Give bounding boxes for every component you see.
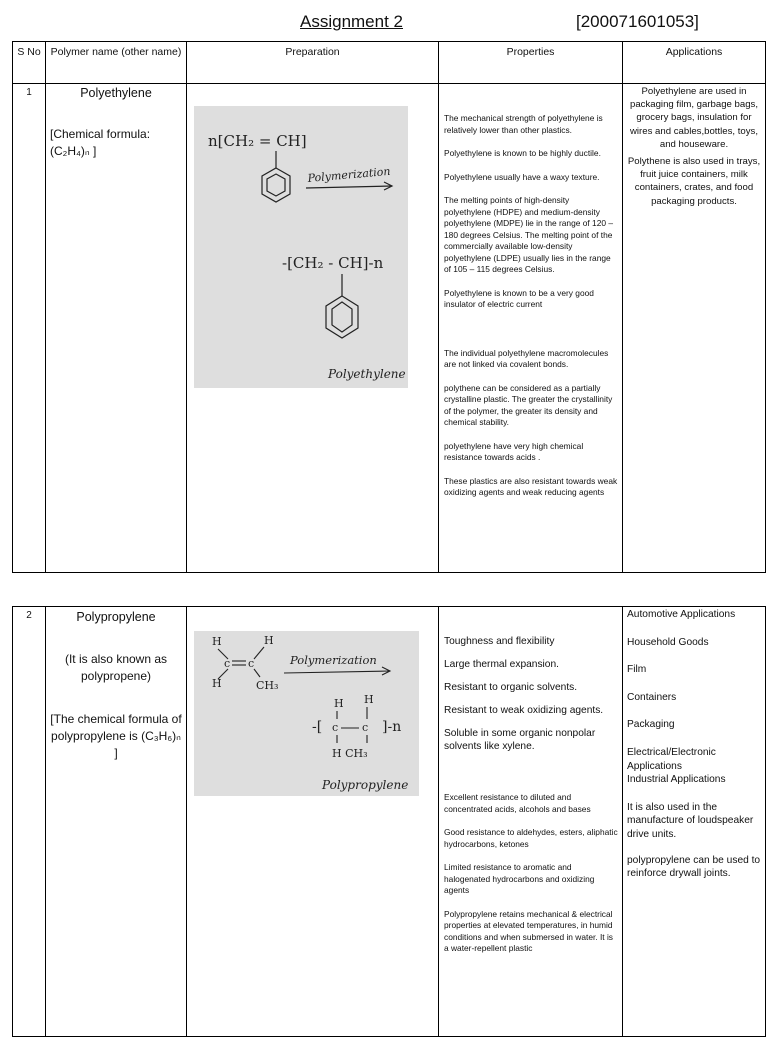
sketch-caption: Polyethylene bbox=[328, 367, 406, 381]
row1-property: The mechanical strength of polyethylene is relatively lower than other plastics. bbox=[444, 113, 603, 135]
row1-property: polythene can be considered as a partially crystalline plastic. The greater the crystallinity of the polymer, the greater its density and chemical stability. bbox=[444, 382, 613, 427]
col-header-prep: Preparation bbox=[187, 42, 439, 84]
row1-formula: [Chemical formula: (C₂H₄)ₙ ] bbox=[50, 127, 151, 158]
row1-property: The melting points of high-density polyethylene (HDPE) and medium-density polyethylene (MDPE) lie in the range of 120 – 180 degrees Celsius. The melting point of the commercially available low-density polyethylene (LDPE) usually lies in the range of 105 – 115 degrees Celsius. bbox=[444, 195, 613, 274]
table-header-row bbox=[13, 42, 766, 84]
svg-text:c: c bbox=[332, 721, 339, 734]
arrow-label-polymerization: Polymerization bbox=[307, 164, 391, 185]
polymer-table-1 bbox=[12, 41, 766, 573]
row1-property: Polyethylene usually have a waxy texture. bbox=[444, 171, 600, 182]
row2-props-cell bbox=[439, 607, 623, 1037]
polymer-ch3: H CH₃ bbox=[332, 747, 368, 760]
row2-application: Industrial Applications bbox=[627, 774, 726, 786]
svg-text:c: c bbox=[224, 657, 231, 670]
row1-property: These plastics are also resistant towards weak oxidizing agents and weak reducing agents bbox=[444, 475, 618, 497]
row2-property: Soluble in some organic nonpolar solvents like xylene. bbox=[444, 728, 596, 752]
col-header-sno: S No bbox=[13, 42, 46, 84]
table-row bbox=[13, 607, 766, 1037]
row1-application: Polyethylene are used in packaging film, garbage bags, grocery bags, insulation for wires and cables,bottles, toys, and houseware. bbox=[630, 86, 758, 150]
row2-property: Good resistance to aldehydes, esters, aliphatic hydrocarbons, ketones bbox=[444, 827, 618, 849]
polymer-table-2 bbox=[12, 606, 766, 1037]
row2-property: Large thermal expansion. bbox=[444, 659, 559, 670]
assignment-title: Assignment 2 bbox=[300, 12, 403, 31]
row2-property: Resistant to organic solvents. bbox=[444, 682, 578, 693]
col-header-name: Polymer name (other name) bbox=[46, 42, 187, 84]
row1-application: Polythene is also used in trays, fruit juice containers, milk containers, crates, and food packaging products. bbox=[627, 156, 761, 207]
row2-property: Excellent resistance to diluted and concentrated acids, alcohols and bases bbox=[444, 792, 591, 814]
row1-polymer-name: Polyethylene bbox=[80, 86, 152, 100]
row1-property: Polyethylene is known to be highly ductile. bbox=[444, 148, 601, 158]
row2-prep-cell bbox=[187, 607, 439, 1037]
svg-text:H: H bbox=[212, 635, 222, 648]
row2-property: Polypropylene retains mechanical & electrical properties at elevated temperatures, in humid conditions and when submersed in water. It is a water-repellent plastic bbox=[444, 908, 613, 953]
row2-property: Limited resistance to aromatic and halogenated hydrocarbons and oxidizing agents bbox=[444, 862, 595, 895]
svg-text:]-n: ]-n bbox=[382, 719, 402, 735]
row2-sno: 2 bbox=[13, 607, 46, 1037]
col-header-props: Properties bbox=[439, 42, 623, 84]
student-id: [200071601053] bbox=[576, 12, 699, 31]
row2-formula: [The chemical formula of polypropylene is (C₃H₆)ₙ ] bbox=[50, 712, 182, 760]
row1-applications bbox=[623, 84, 765, 208]
polyethylene-reaction-drawing bbox=[194, 106, 408, 388]
row1-properties-list bbox=[439, 84, 622, 499]
polypropylene-sketch bbox=[194, 631, 419, 796]
polyethylene-sketch bbox=[194, 106, 408, 388]
row2-name-cell bbox=[46, 607, 187, 1037]
row2-applications bbox=[623, 607, 765, 881]
row2-application: It is also used in the manufacture of loudspeaker drive units. bbox=[627, 801, 754, 840]
row1-apps-cell bbox=[623, 84, 766, 573]
svg-text:H: H bbox=[212, 677, 222, 690]
monomer-ch3: CH₃ bbox=[256, 679, 279, 692]
row2-properties-bottom bbox=[439, 753, 622, 955]
row1-property: The individual polyethylene macromolecules are not linked via covalent bonds. bbox=[444, 347, 609, 369]
row2-application: polypropylene can be used to reinforce drywall joints. bbox=[627, 854, 761, 880]
svg-text:H: H bbox=[264, 634, 274, 647]
polymer-formula: -[CH₂ - CH]-n bbox=[282, 254, 384, 272]
svg-text:H: H bbox=[334, 697, 344, 710]
row2-property: Toughness and flexibility bbox=[444, 636, 555, 647]
svg-text:-[: -[ bbox=[312, 719, 323, 735]
row2-application: Electrical/Electronic Applications bbox=[627, 746, 716, 772]
row1-name-cell bbox=[46, 84, 187, 573]
row2-apps-cell bbox=[623, 607, 766, 1037]
row2-other-name: (It is also known as polypropene) bbox=[64, 652, 168, 683]
row2-polymer-name: Polypropylene bbox=[76, 610, 156, 624]
monomer-formula: n[CH₂ = CH] bbox=[208, 132, 307, 150]
row2-application: Packaging bbox=[627, 719, 675, 731]
row1-sno: 1 bbox=[13, 84, 46, 573]
table-row bbox=[13, 84, 766, 573]
row2-application: Household Goods bbox=[627, 636, 709, 648]
row2-application: Film bbox=[627, 664, 647, 676]
svg-text:c: c bbox=[362, 721, 369, 734]
col-header-apps: Applications bbox=[623, 42, 766, 84]
arrow-label-polymerization: Polymerization bbox=[290, 653, 377, 667]
svg-text:H: H bbox=[364, 693, 374, 706]
row2-property: Resistant to weak oxidizing agents. bbox=[444, 705, 604, 716]
row1-property: Polyethylene is known to be a very good insulator of electric current bbox=[444, 287, 594, 309]
row1-props-cell bbox=[439, 84, 623, 573]
svg-text:c: c bbox=[248, 657, 255, 670]
row2-application: Containers bbox=[627, 691, 677, 703]
row2-properties-top bbox=[439, 607, 622, 753]
sketch-caption: Polypropylene bbox=[322, 778, 409, 792]
row1-property: polyethylene have very high chemical resistance towards acids . bbox=[444, 440, 584, 462]
row2-application: Automotive Applications bbox=[627, 609, 736, 620]
polypropylene-reaction-drawing bbox=[194, 631, 419, 796]
row1-prep-cell bbox=[187, 84, 439, 573]
